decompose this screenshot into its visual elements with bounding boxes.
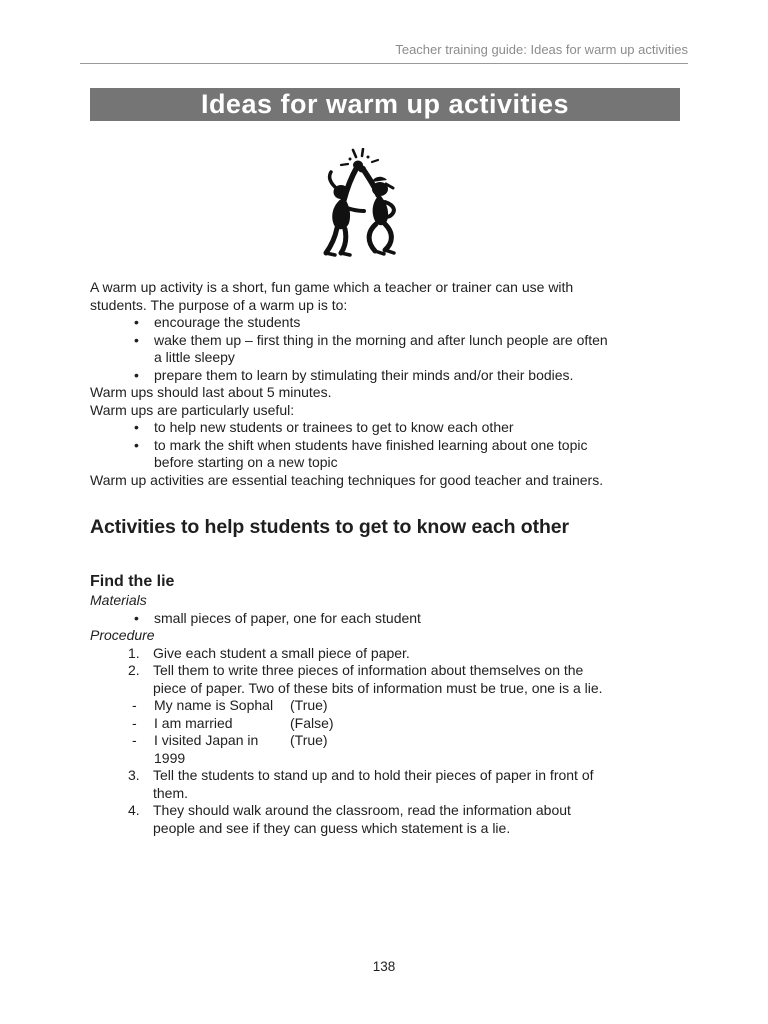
page-title: Ideas for warm up activities [200, 89, 570, 119]
bullet-icon: • [134, 366, 139, 383]
illustration-container [0, 148, 768, 266]
section-heading: Activities to help students to get to know each other [90, 516, 570, 538]
running-header: Teacher training guide: Ideas for warm up activities [80, 0, 688, 64]
page-number: 138 [372, 959, 396, 974]
list-item-text: to help new students or trainees to get to know each other [154, 419, 514, 435]
list-item [90, 610, 680, 628]
procedure-step [90, 802, 680, 837]
list-item [90, 314, 680, 332]
procedure-label: Procedure [90, 627, 155, 643]
dash-icon: - [132, 714, 137, 731]
list-item-text: small pieces of paper, one for each student [154, 609, 421, 626]
step-text: Tell them to write three pieces of information about themselves on the piece of paper. Two of these bits of information must be true, one is a lie. [153, 662, 603, 696]
bullet-icon: • [134, 419, 139, 435]
list-item [90, 419, 680, 437]
procedure-steps [90, 645, 680, 838]
activity-title: Find the lie [90, 573, 175, 590]
intro-paragraph-line: A warm up activity is a short, fun game which a teacher or trainer can use with [90, 279, 574, 295]
step-number: 4. [128, 802, 140, 818]
intro-paragraph-line: students. The purpose of a warm up is to: [90, 296, 348, 313]
list-item [90, 437, 680, 472]
example-statement: My name is Sophal [154, 697, 274, 713]
example-truth-value: (True) [290, 732, 328, 748]
step-text: They should walk around the classroom, read the information about people and see if they can guess which statement is a lie. [153, 802, 571, 836]
dancing-figures-illustration [317, 148, 407, 266]
summary-paragraph: Warm up activities are essential teaching techniques for good teacher and trainers. [90, 471, 604, 488]
list-item-text: prepare them to learn by stimulating their minds and/or their bodies. [154, 366, 574, 383]
bullet-icon: • [134, 609, 139, 626]
materials-label: Materials [90, 592, 147, 608]
dash-icon: - [132, 732, 137, 748]
duration-paragraph: Warm ups should last about 5 minutes. [90, 384, 332, 400]
example-row [90, 715, 680, 733]
example-statement: I am married [154, 714, 233, 731]
step-number: 1. [128, 644, 140, 661]
example-row [90, 697, 680, 715]
page-body [90, 279, 680, 837]
bullet-icon: • [134, 331, 139, 348]
list-item [90, 332, 680, 367]
example-truth-value: (False) [290, 714, 334, 731]
dash-icon: - [132, 697, 137, 713]
list-item-text: to mark the shift when students have finished learning about one topic before starting on a new topic [154, 436, 588, 470]
example-statement: I visited Japan in 1999 [154, 732, 259, 766]
step-number: 2. [128, 662, 140, 678]
page-title-banner [90, 88, 680, 121]
useful-paragraph: Warm ups are particularly useful: [90, 401, 295, 418]
procedure-step [90, 767, 680, 802]
materials-list [90, 610, 680, 628]
step-number: 3. [128, 767, 140, 783]
list-item [90, 367, 680, 385]
list-item-text: wake them up – first thing in the morning and after lunch people are often a little sleepy [154, 331, 608, 365]
purpose-bullet-list [90, 314, 680, 384]
intro-paragraph [90, 279, 680, 314]
procedure-step [90, 662, 680, 697]
procedure-step [90, 645, 680, 663]
useful-bullet-list [90, 419, 680, 472]
list-item-text: encourage the students [154, 314, 301, 330]
example-statements [90, 697, 680, 767]
example-row [90, 732, 680, 767]
step-text: Tell the students to stand up and to hold their pieces of paper in front of them. [153, 767, 594, 801]
example-truth-value: (True) [290, 697, 328, 713]
bullet-icon: • [134, 314, 139, 330]
bullet-icon: • [134, 436, 139, 453]
starburst-icon [353, 150, 356, 157]
step-text: Give each student a small piece of paper. [153, 644, 410, 661]
